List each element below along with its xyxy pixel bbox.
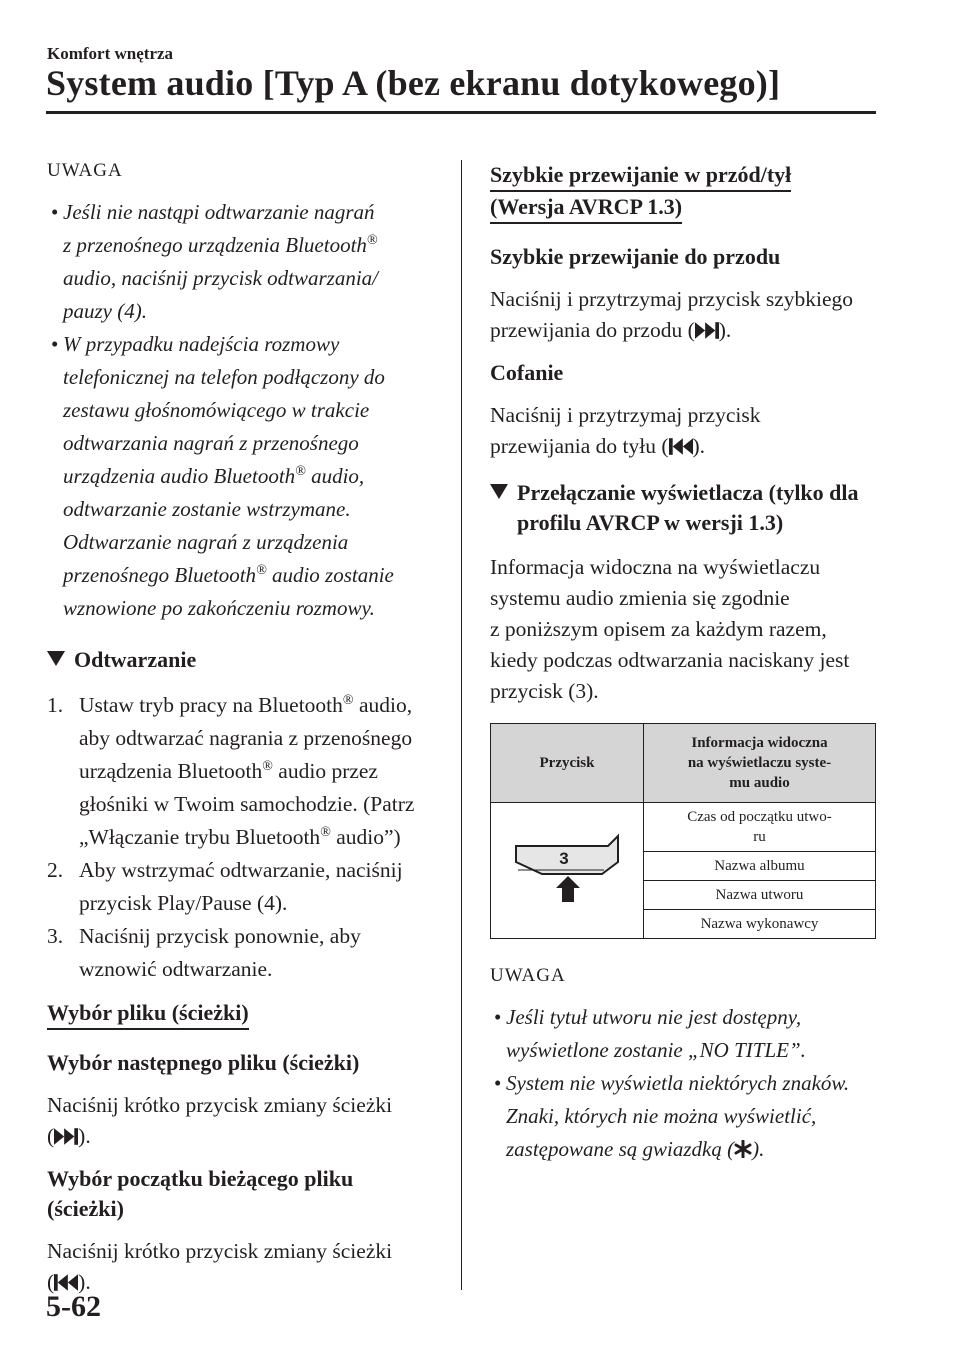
subheading-fast-forward: Szybkie przewijanie w przód/tył — [490, 160, 791, 192]
left-column — [47, 160, 442, 1298]
button-3-illustration — [512, 832, 622, 904]
button-illustration-cell — [491, 803, 644, 939]
ff-title: Szybkie przewijanie do przodu — [490, 244, 781, 269]
column-divider — [461, 160, 462, 1290]
subheading-track-select: Wybór pliku (ścieżki) — [47, 998, 249, 1030]
table-header-row — [491, 724, 876, 803]
skip-back-icon — [669, 438, 693, 455]
heading-display: Przełączanie wyświetlacza (tylko dla profilu AVRCP w wersji 1.3) — [490, 478, 880, 538]
section-label: Komfort wnętrza — [47, 44, 174, 63]
page-title: System audio [Typ A (bez ekranu dotykowego)] — [46, 63, 781, 103]
display-info-table — [490, 723, 876, 939]
table-cell: Czas od początku utwo- ru — [644, 803, 876, 852]
note-item: • Jeśli nie nastąpi odtwarzanie nagrań z przenośnego urządzenia Bluetooth® audio, naciśnij przycisk odtwarzania/ pauzy (4). — [47, 196, 442, 328]
list-item: 3. Naciśnij przycisk ponownie, aby wznowić odtwarzanie. — [47, 924, 361, 981]
skip-forward-icon — [695, 322, 719, 339]
note-item: • W przypadku nadejścia rozmowy telefonicznej na telefon podłączony do zestawu głośnomówiącego w trakcie odtwarzania nagrań z przenośnego urządzenia audio Bluetooth® audio, odtwarzanie zostanie wstrzymane. Odtwarzanie nagrań z urządzenia przenośnego Bluetooth® audio zostanie wznowione po zakończeniu rozmowy. — [47, 328, 442, 625]
table-cell: Nazwa utworu — [644, 881, 876, 910]
rewind-title: Cofanie — [490, 360, 564, 385]
track-begin-title: Wybór początku bieżącego pliku (ścieżki) — [47, 1166, 354, 1221]
button-label: 3 — [559, 848, 569, 868]
display-text: Informacja widoczna na wyświetlaczu systemu audio zmienia się zgodnie z poniższym opisem za każdym razem, kiedy podczas odtwarzania naciskany jest przycisk (3). — [490, 555, 850, 703]
next-track-text: Naciśnij krótko przycisk zmiany ścieżki ( ). — [47, 1093, 393, 1148]
list-item: 1. Ustaw tryb pracy na Bluetooth® audio, aby odtwarzać nagrania z przenośnego urządzenia Bluetooth® audio przez głośniki w Twoim samochodzie. (Patrz „Włączanie trybu Bluetooth® audio”) — [47, 692, 415, 849]
note-title: UWAGA — [47, 160, 123, 181]
rewind-text: Naciśnij i przytrzymaj przycisk przewijania do tyłu ( ). — [490, 403, 761, 458]
bullet: • — [494, 1071, 502, 1095]
subheading-avrcp: (Wersja AVRCP 1.3) — [490, 192, 682, 224]
up-arrow-icon — [556, 876, 580, 902]
skip-back-icon — [54, 1274, 78, 1291]
heading-play: Odtwarzanie — [47, 645, 442, 675]
table-cell: Nazwa albumu — [644, 852, 876, 881]
note-item: • Jeśli tytuł utworu nie jest dostępny, wyświetlone zostanie „NO TITLE”. — [490, 1001, 880, 1067]
table-header-info: Informacja widoczna na wyświetlaczu syste- mu audio — [644, 724, 876, 803]
skip-forward-icon — [54, 1128, 78, 1145]
bullet: • — [494, 1005, 502, 1029]
ff-text: Naciśnij i przytrzymaj przycisk szybkiego przewijania do przodu ( ). — [490, 287, 854, 342]
bullet: • — [51, 332, 59, 356]
next-track-title: Wybór następnego pliku (ścieżki) — [47, 1050, 360, 1075]
table-header-button: Przycisk — [491, 724, 644, 803]
page-number: 5-62 — [46, 1290, 101, 1323]
table-cell: Nazwa wykonawcy — [644, 910, 876, 939]
track-begin-text: Naciśnij krótko przycisk zmiany ścieżki ( ). — [47, 1239, 393, 1294]
triangle-icon — [490, 484, 508, 499]
note-title: UWAGA — [490, 965, 566, 986]
bullet: • — [51, 200, 59, 224]
table-row — [491, 803, 876, 852]
note-item: • System nie wyświetla niektórych znaków. Znaki, których nie można wyświetlić, zastępowane są gwiazdką ( ). — [490, 1067, 880, 1166]
right-column — [490, 160, 880, 1166]
asterisk-icon — [734, 1140, 752, 1158]
list-item: 2. Aby wstrzymać odtwarzanie, naciśnij przycisk Play/Pause (4). — [47, 858, 403, 915]
triangle-icon — [47, 651, 65, 666]
header-rule — [46, 111, 876, 114]
